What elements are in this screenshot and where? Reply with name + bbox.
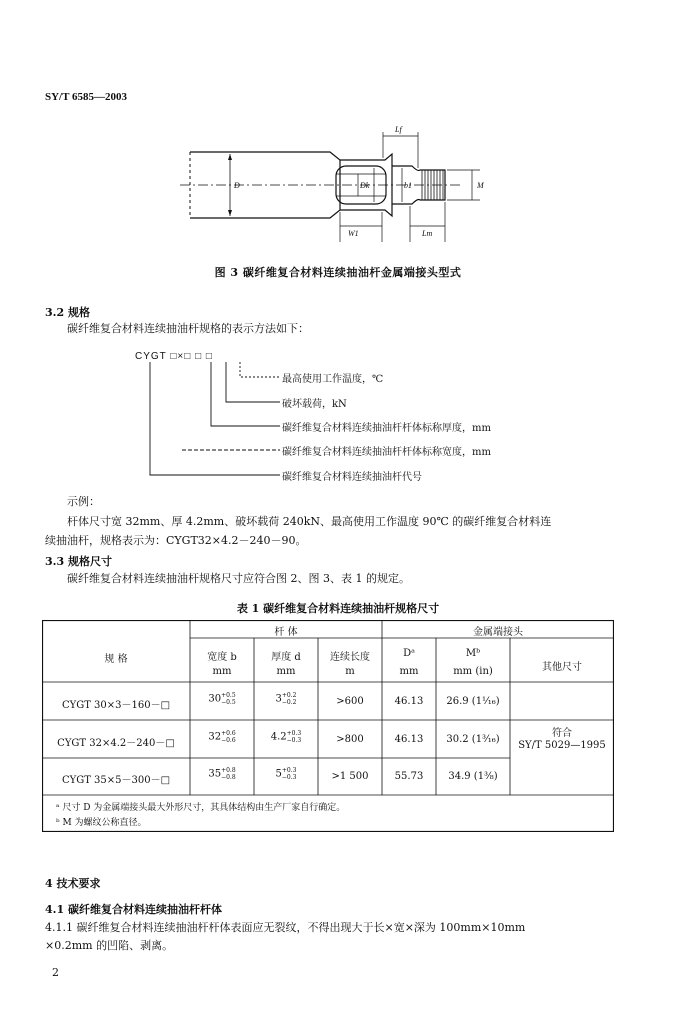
label-lm: Lm — [422, 229, 433, 238]
legend-item-width: 碳纤维复合材料连续抽油杆杆体标称宽度，mm — [282, 447, 491, 458]
table-row-3-d: 55.73 — [394, 771, 424, 782]
header-thickness-unit: mm — [276, 666, 296, 677]
footnote-b: ᵇ M 为螺纹公称直径。 — [56, 818, 147, 828]
legend-item-load: 破坏载荷，kN — [282, 399, 347, 410]
spec-code-format: CYGT □×□ □ □ — [135, 351, 213, 362]
width-tol-plus: +0.5 — [221, 692, 236, 699]
section-4-1-title: 4.1 碳纤维复合材料连续抽油杆杆体 — [45, 903, 222, 916]
header-m-unit: mm (in) — [453, 666, 493, 677]
table-row-1-length: >600 — [336, 696, 364, 707]
label-lf: Lf — [395, 125, 402, 134]
clause-4-1-1-line-2: ×0.2mm 的凹陷、剥离。 — [45, 939, 174, 952]
width-tol-minus: −0.6 — [221, 737, 236, 744]
table-row-2-thickness — [254, 730, 318, 744]
width-tol-plus: +0.6 — [221, 730, 236, 737]
standard-number: SY/T 6585—2003 — [45, 91, 128, 103]
header-d-unit: mm — [399, 666, 419, 677]
thickness-tol-minus: −0.3 — [281, 774, 297, 781]
other-value-line-1: 符合 — [552, 728, 572, 739]
header-length-unit: m — [345, 666, 355, 677]
header-group-body: 杆 体 — [274, 627, 298, 638]
other-value-line-2: SY/T 5029—1995 — [518, 740, 606, 751]
width-tol-minus: −0.8 — [221, 774, 236, 781]
header-length: 连续长度 — [330, 652, 370, 663]
width-value: 35 — [208, 768, 222, 780]
table-row-3-m: 34.9 (1³⁄₈) — [448, 771, 498, 782]
table-row-1-d: 46.13 — [394, 696, 424, 707]
thickness-tol-minus: −0.3 — [286, 737, 302, 744]
thickness-tol-plus: +0.2 — [281, 692, 297, 699]
example-label: 示例： — [67, 495, 100, 508]
section-3-2-intro: 碳纤维复合材料连续抽油杆规格的表示方法如下： — [67, 322, 309, 335]
thickness-tol-plus: +0.3 — [281, 767, 297, 774]
label-dk: Dk — [360, 181, 370, 190]
figure-caption: 图 3 碳纤维复合材料连续抽油杆金属端接头型式 — [214, 266, 462, 279]
header-width: 宽度 b — [207, 652, 237, 663]
header-thickness: 厚度 d — [271, 652, 301, 663]
spec-table — [42, 620, 614, 832]
legend-item-code: 碳纤维复合材料连续抽油杆代号 — [282, 472, 422, 483]
thickness-tol-plus: +0.3 — [286, 730, 302, 737]
table-row-2-length: >800 — [336, 734, 364, 745]
header-other: 其他尺寸 — [542, 662, 582, 673]
table-row-2-m: 30.2 (1³⁄₁₆) — [446, 734, 500, 745]
header-width-unit: mm — [212, 666, 232, 677]
legend-item-temp: 最高使用工作温度，℃ — [282, 374, 384, 385]
label-d: D — [234, 181, 240, 190]
table-row-1-width — [190, 692, 254, 706]
width-value: 30 — [208, 693, 222, 705]
section-3-3-title: 3.3 规格尺寸 — [45, 555, 112, 568]
page-number: 2 — [52, 966, 59, 979]
table-row-3-width — [190, 767, 254, 781]
width-tol-minus: −0.5 — [221, 699, 236, 706]
header-m: Mᵇ — [465, 648, 481, 659]
table-row-1-thickness — [254, 692, 318, 706]
table-row-1-m: 26.9 (1¹⁄₁₆) — [446, 696, 500, 707]
label-b1: b1 — [404, 181, 412, 190]
header-d: Dᵃ — [403, 648, 415, 659]
table-caption: 表 1 碳纤维复合材料连续抽油杆规格尺寸 — [236, 602, 440, 615]
thickness-value: 5 — [275, 768, 282, 780]
table-row-2-d: 46.13 — [394, 734, 424, 745]
thickness-value: 4.2 — [270, 731, 287, 743]
table-row-3-length: >1 500 — [331, 771, 369, 782]
clause-4-1-1-line-1: 4.1.1 碳纤维复合材料连续抽油杆杆体表面应无裂纹，不得出现大于长×宽×深为 100mm×10mm — [45, 921, 526, 934]
figure-3-drawing — [40, 112, 520, 258]
label-wd: W1 — [348, 229, 359, 238]
table-row-1-spec: CYGT 30×3－160－□ — [61, 700, 171, 711]
thickness-value: 3 — [275, 693, 282, 705]
example-line-1: 杆体尺寸宽 32mm、厚 4.2mm、破坏载荷 240kN、最高使用工作温度 90℃ 的碳纤维复合材料连 — [67, 515, 552, 528]
legend-item-thickness: 碳纤维复合材料连续抽油杆杆体标称厚度，mm — [282, 423, 491, 434]
label-m: M — [477, 181, 484, 190]
spec-legend-brackets — [140, 360, 290, 485]
footnote-a: ᵃ 尺寸 D 为金属端接头最大外形尺寸，其具体结构由生产厂家自行确定。 — [56, 803, 346, 813]
header-spec: 规 格 — [104, 654, 128, 665]
table-row-2-width — [190, 730, 254, 744]
width-value: 32 — [208, 731, 222, 743]
table-row-3-thickness — [254, 767, 318, 781]
table-row-2-spec: CYGT 32×4.2－240－□ — [57, 738, 175, 749]
thickness-tol-minus: −0.2 — [281, 699, 297, 706]
table-row-3-spec: CYGT 35×5－300－□ — [61, 775, 171, 786]
width-tol-plus: +0.8 — [221, 767, 236, 774]
section-3-2-title: 3.2 规格 — [45, 306, 90, 319]
example-line-2: 续抽油杆，规格表示为：CYGT32×4.2－240－90。 — [45, 534, 307, 547]
header-group-metal: 金属端接头 — [473, 627, 523, 638]
section-3-3-text: 碳纤维复合材料连续抽油杆规格尺寸应符合图 2、图 3、表 1 的规定。 — [67, 572, 410, 585]
section-4-title: 4 技术要求 — [45, 877, 101, 890]
